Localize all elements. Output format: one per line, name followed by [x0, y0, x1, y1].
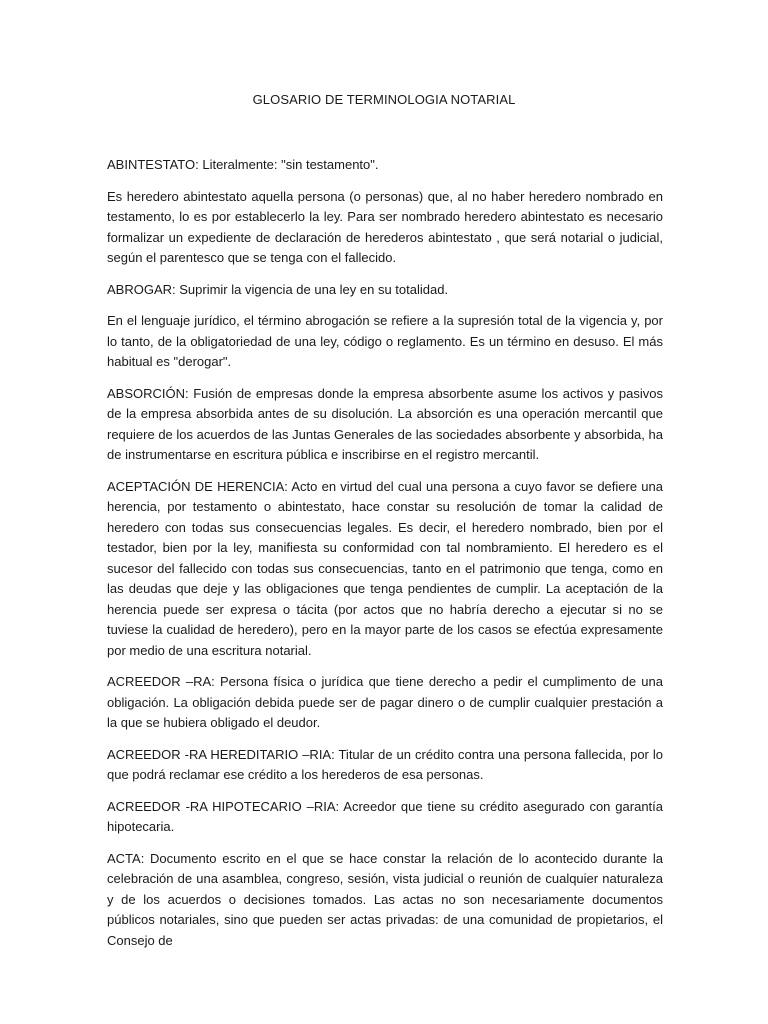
paragraph-acreedor-hereditario: ACREEDOR -RA HEREDITARIO –RIA: Titular de un crédito contra una persona fallecida, por lo que podrá reclamar ese crédito a los herederos de esa personas.: [107, 746, 663, 782]
document-body: [107, 155, 663, 962]
paragraph-abintestato-heading: ABINTESTATO: Literalmente: "sin testamento".: [107, 157, 379, 172]
paragraph-abrogar-heading: ABROGAR: Suprimir la vigencia de una ley en su totalidad.: [107, 281, 449, 297]
paragraph-acreedor: ACREEDOR –RA: Persona física o jurídica que tiene derecho a pedir el cumplimento de una obligación. La obligación debida puede ser de pagar dinero o de cumplir cualquier prestación a la que se hubiera obligado el deudor.: [107, 674, 663, 730]
paragraph-absorcion: ABSORCIÓN: Fusión de empresas donde la empresa absorbente asume los activos y pasivos de la empresa absorbida antes de su disolución. La absorción es una operación mercantil que requiere de los acuerdos de las Juntas Generales de las sociedades absorbente y absorbida, ha de instrumentarse en escritura pública e inscribirse en el registro mercantil.: [107, 385, 663, 462]
paragraph-abintestato-definition: Es heredero abintestato aquella persona (o personas) que, al no haber heredero nombrado en testamento, lo es por establecerlo la ley. Para ser nombrado heredero abintestato es necesario formalizar un expediente de declaración de herederos abintestato , que será notarial o judicial, según el parentesco que se tenga con el fallecido.: [107, 188, 663, 265]
paragraph-aceptacion-de-herencia: ACEPTACIÓN DE HERENCIA: Acto en virtud del cual una persona a cuyo favor se defiere una herencia, por testamento o abintestato, hace constar su resolución de tomar la calidad de heredero con todas sus consecuencias legales. Es decir, el heredero nombrado, bien por el testador, bien por la ley, manifiesta su conformidad con tal nombramiento. El heredero es el sucesor del fallecido con todas sus consecuencias, tanto en el patrimonio que tenga, como en las deudas que deje y las obligaciones que tenga pendientes de cumplir. La aceptación de la herencia puede ser expresa o tácita (por actos que no habría derecho a ejecutar si no se tuviese la cualidad de heredero), pero en la mayor parte de los casos se efectúa expresamente por medio de una escritura notarial.: [107, 478, 663, 658]
paragraph-acta: ACTA: Documento escrito en el que se hace constar la relación de lo acontecido durante la celebración de una asamblea, congreso, sesión, vista judicial o reunión de cualquier naturaleza y de los acuerdos o decisiones tomados. Las actas no son necesariamente documentos públicos notariales, sino que pueden ser actas privadas: de una comunidad de propietarios, el Consejo de: [107, 850, 663, 948]
paragraph-acreedor-hipotecario: ACREEDOR -RA HIPOTECARIO –RIA: Acreedor que tiene su crédito asegurado con garantía hipotecaria.: [107, 798, 663, 834]
document-title: GLOSARIO DE TERMINOLOGIA NOTARIAL: [252, 92, 516, 107]
paragraph-abrogar-definition: En el lenguaje jurídico, el término abrogación se refiere a la supresión total de la vigencia y, por lo tanto, de la obligatoriedad de una ley, código o reglamento. Es un término en desuso. El más habitual es "derogar".: [107, 313, 663, 369]
